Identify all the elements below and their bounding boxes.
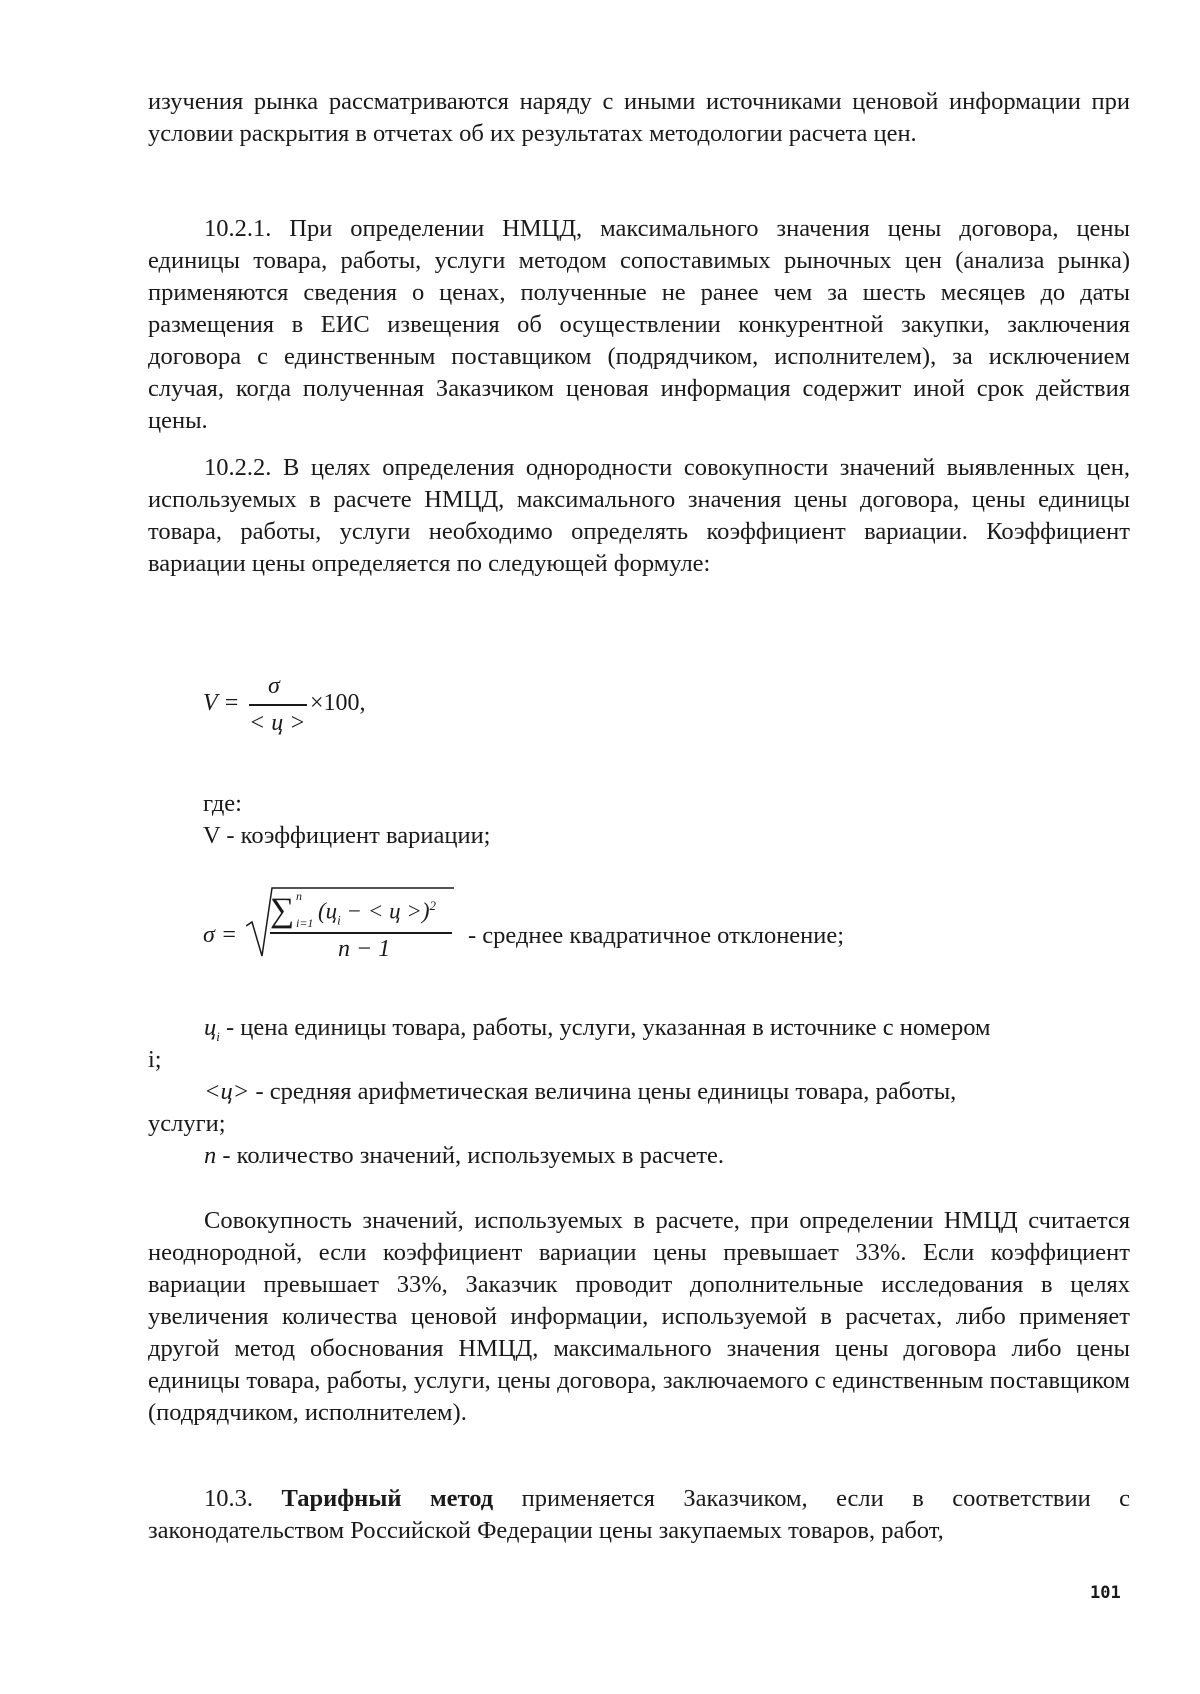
n-definition	[148, 1140, 1130, 1172]
sum-body-rest: − < ц >)	[340, 898, 430, 924]
paragraph-10-2-2: 10.2.2. В целях определения однородности совокупности значений выявленных цен, используемых в расчете НМЦД, максимального значения цены договора, цены единицы товара, работы, услуги необходимо определять коэффициент вариации. Коэффициент вариации цены определяется по следующей формуле:	[148, 454, 1130, 577]
mean-symbol: <ц>	[204, 1078, 250, 1105]
sum-power: 2	[429, 898, 437, 913]
sum-upper-limit: n	[296, 889, 302, 903]
p6-rest: применяется Заказчиком, если в соответствии с законодательством Российской Федерации цены закупаемых товаров, работ,	[148, 1485, 1131, 1544]
mean-text: - средняя арифметическая величина цены единицы товара, работы,	[249, 1078, 957, 1105]
formula-v-denominator: < ц >	[249, 710, 306, 736]
formula-v-fraction-bar	[249, 704, 307, 706]
paragraph-10-2-1: 10.2.1. При определении НМЦД, максимального значения цены договора, цены единицы товара, работы, услуги методом сопоставимых рыночных цен (анализа рынка) применяются сведения о ценах, полученные не ранее чем за шесть месяцев до даты размещения в ЕИС извещения об осуществлении конкурентной закупки, заключения договора с единственным поставщиком (подрядчиком, исполнителем), за исключением случая, когда полученная Заказчиком ценовая информация содержит иной срок действия цены.	[148, 215, 1130, 434]
mean-definition-wrap: услуги;	[148, 1110, 226, 1137]
sum-sign: ∑	[270, 892, 295, 929]
v-definition: V - коэффициент вариации;	[203, 822, 491, 849]
paragraph-10-3	[148, 1483, 1130, 1547]
sigma-description: - среднее квадратичное отклонение;	[468, 922, 845, 949]
formula-v-lhs: V =	[203, 690, 240, 716]
n-text: - количество значений, используемых в расчете.	[216, 1142, 725, 1169]
paragraph-heterogeneity: Совокупность значений, используемых в расчете, при определении НМЦД считается неоднородной, если коэффициент вариации цены превышает 33%. Если коэффициент вариации превышает 33%, Заказчик проводит дополнительные исследования в целях увеличения количества ценовой информации, используемой в расчетах, либо применяет другой метод обоснования НМЦД, максимального значения цены договора либо цены единицы товара, работы, услуги, цены договора, заключаемого с единственным поставщиком (подрядчиком, исполнителем).	[148, 1207, 1130, 1426]
p6-tariff-method: Тарифный метод	[281, 1485, 494, 1512]
sum-body-sub: i	[337, 912, 341, 928]
mean-definition	[148, 1076, 1138, 1108]
sum-body-open: (ц	[318, 898, 338, 924]
where-label: где:	[203, 790, 242, 817]
sum-lower-limit: i=1	[296, 916, 314, 930]
formula-sigma-denominator: n − 1	[338, 936, 391, 962]
ci-symbol: ц	[204, 1014, 217, 1041]
ci-text: - цена единицы товара, работы, услуги, указанная в источнике с номером	[219, 1014, 991, 1041]
formula-sigma-lhs: σ =	[203, 922, 238, 948]
n-symbol: n	[204, 1142, 217, 1169]
formula-sigma-fraction-bar	[270, 932, 452, 934]
p6-number: 10.3.	[204, 1485, 253, 1512]
formula-v-tail: ×100,	[310, 690, 366, 716]
formula-v-numerator: σ	[268, 673, 280, 699]
ci-definition-wrap: i;	[148, 1046, 162, 1073]
ci-sub: i	[216, 1028, 220, 1044]
sum-body	[318, 898, 436, 928]
paragraph-market-study: изучения рынка рассматриваются наряду с иными источниками ценовой информации при условии раскрытия в отчетах об их результатах методологии расчета цен.	[148, 88, 1130, 147]
page-number: 101	[1090, 1583, 1121, 1603]
